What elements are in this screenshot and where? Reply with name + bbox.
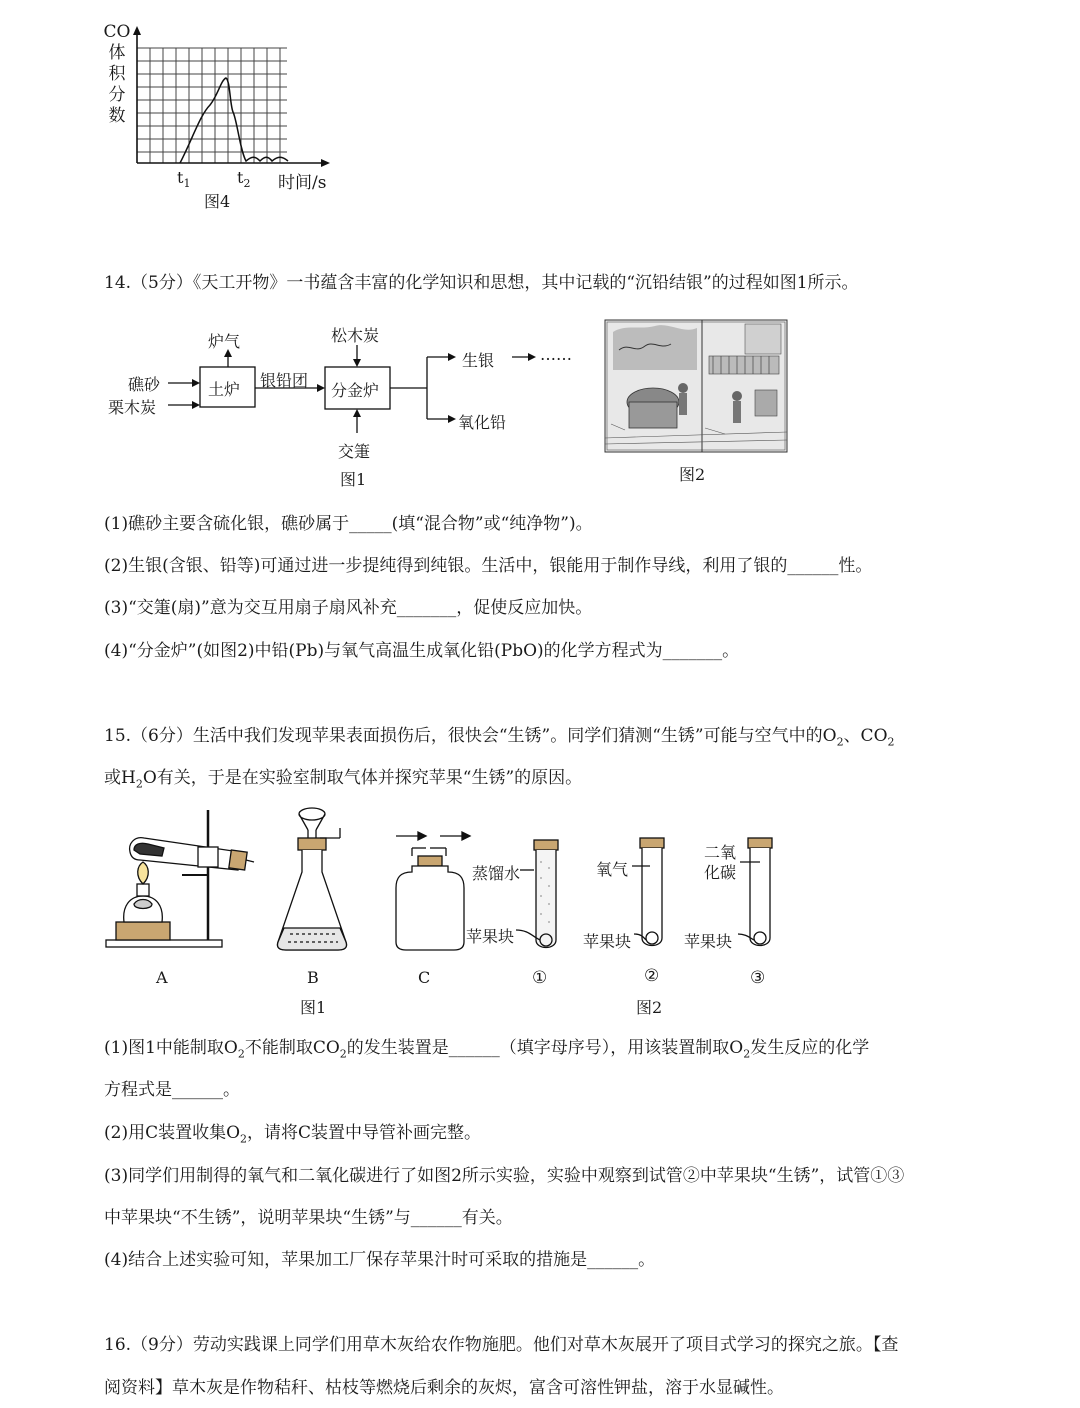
apparatus-c-label: C bbox=[418, 968, 431, 987]
y-label-char: 积 bbox=[108, 64, 126, 84]
q15-part3-line1: (3)同学们用制得的氧气和二氧化碳进行了如图2所示实验，实验中观察到试管②中苹果块“生锈”，试管①③ bbox=[104, 1166, 905, 1186]
q15-part4: (4)结合上述实验可知，苹果加工厂保存苹果汁时可采取的措施是______。 bbox=[104, 1250, 656, 1270]
q16-line1: 16.（9分）劳动实践课上同学们用草木灰给农作物施肥。他们对草木灰展开了项目式学习的探究之旅。【查 bbox=[104, 1335, 899, 1355]
q15-stem-line1: 15.（6分）生活中我们发现苹果表面损伤后，很快会“生锈”。同学们猜测“生锈”可能与空气中的$O_2$、$CO_2$ bbox=[104, 726, 895, 749]
tube2-number: ② bbox=[644, 966, 660, 986]
q15-part3-line2: 中苹果块“不生锈”，说明苹果块“生锈”与______有关。 bbox=[104, 1208, 513, 1228]
apparatus-a-label: A bbox=[156, 968, 168, 987]
q15-part1-line2: 方程式是______。 bbox=[104, 1080, 240, 1100]
figure-4 bbox=[100, 20, 350, 220]
flow-input-limutan: 栗木炭 bbox=[108, 398, 157, 417]
t2-label: $t_2$ bbox=[237, 168, 251, 191]
flow-input-zhasha: 礁砂 bbox=[128, 375, 161, 394]
x-axis-label: 时间/s bbox=[278, 173, 327, 193]
apparatus-b-label: B bbox=[307, 968, 319, 987]
tube3-gas-label: 二氧 化碳 bbox=[704, 843, 737, 882]
figure-2-caption: 图2 bbox=[679, 465, 706, 484]
test-tube-1 bbox=[516, 840, 558, 948]
q14-part1: (1)礁砂主要含硫化银，礁砂属于_____(填“混合物”或“纯净物”)。 bbox=[104, 514, 593, 534]
tube2-apple-label: 苹果块 bbox=[583, 932, 632, 951]
flow-output-yanghuaqian: 氧化铅 bbox=[458, 413, 507, 432]
figure-1-caption: 图1 bbox=[340, 470, 367, 489]
q14-part2: (2)生银(含银、铅等)可通过进一步提纯得到纯银。生活中，银能用于制作导线，利用了银的______性。 bbox=[104, 556, 873, 576]
q15-part2: (2)用C装置收集$O_2$，请将C装置中导管补画完整。 bbox=[104, 1123, 482, 1146]
tube2-gas-label: 氧气 bbox=[596, 860, 629, 879]
q16-line2: 阅资料】草木灰是作物秸秆、枯枝等燃烧后剩余的灰烬，富含可溶性钾盐，溶于水显碱性。 bbox=[104, 1378, 784, 1398]
q15-part1-line1: (1)图1中能制取$O_2$不能制取$CO_2$的发生装置是______（填字母序号），用该装置制取$O_2$发生反应的化学 bbox=[104, 1038, 870, 1061]
y-label-co: CO bbox=[103, 22, 131, 42]
flow-box-tulu: 土炉 bbox=[208, 380, 241, 399]
flow-dots: …… bbox=[540, 345, 572, 364]
test-tube-2 bbox=[632, 838, 664, 946]
y-label-char: 数 bbox=[108, 106, 126, 126]
flow-mid-yinqiantuan: 银铅团 bbox=[260, 371, 309, 390]
apparatus-a bbox=[106, 810, 254, 947]
figure-4-caption: 图4 bbox=[204, 192, 231, 211]
q15-figure-2-caption: 图2 bbox=[636, 998, 663, 1017]
flow-box-fenjinlu: 分金炉 bbox=[331, 381, 380, 400]
flow-input-songmutan: 松木炭 bbox=[331, 326, 380, 345]
flow-output-shengyin: 生银 bbox=[462, 351, 495, 370]
tube3-number: ③ bbox=[750, 968, 766, 988]
q14-part3: (3)“交箑(扇)”意为交互用扇子扇风补充_______，促使反应加快。 bbox=[104, 598, 593, 618]
apparatus-b bbox=[277, 808, 346, 950]
q14-stem: 14.（5分）《天工开物》一书蕴含丰富的化学知识和思想，其中记载的“沉铅结银”的过程如图1所示。 bbox=[104, 273, 859, 293]
q14-flow-diagram bbox=[100, 315, 580, 490]
test-tube-3 bbox=[738, 838, 772, 946]
y-label-char: 体 bbox=[108, 43, 126, 63]
flow-output-luqi: 炉气 bbox=[208, 332, 241, 351]
apparatus-c bbox=[396, 832, 470, 950]
q15-stem-line2: 或$H_2O$有关，于是在实验室制取气体并探究苹果“生锈”的原因。 bbox=[104, 768, 583, 791]
tube1-number: ① bbox=[532, 968, 548, 988]
tube3-apple-label: 苹果块 bbox=[684, 932, 733, 951]
q14-part4: (4)“分金炉”(如图2)中铅(Pb)与氧气高温生成氧化铅(PbO)的化学方程式为_______。 bbox=[104, 641, 740, 661]
woodcut-image bbox=[605, 320, 787, 452]
tube1-apple-label: 苹果块 bbox=[466, 927, 515, 946]
q15-figure-1-caption: 图1 bbox=[300, 998, 327, 1017]
t1-label: $t_1$ bbox=[177, 168, 191, 191]
fenjinlu-illustration bbox=[605, 320, 787, 484]
tube1-liquid-label: 蒸馏水 bbox=[472, 864, 521, 883]
flow-input-jiaoshan: 交箑 bbox=[338, 442, 371, 461]
y-label-char: 分 bbox=[108, 85, 126, 105]
